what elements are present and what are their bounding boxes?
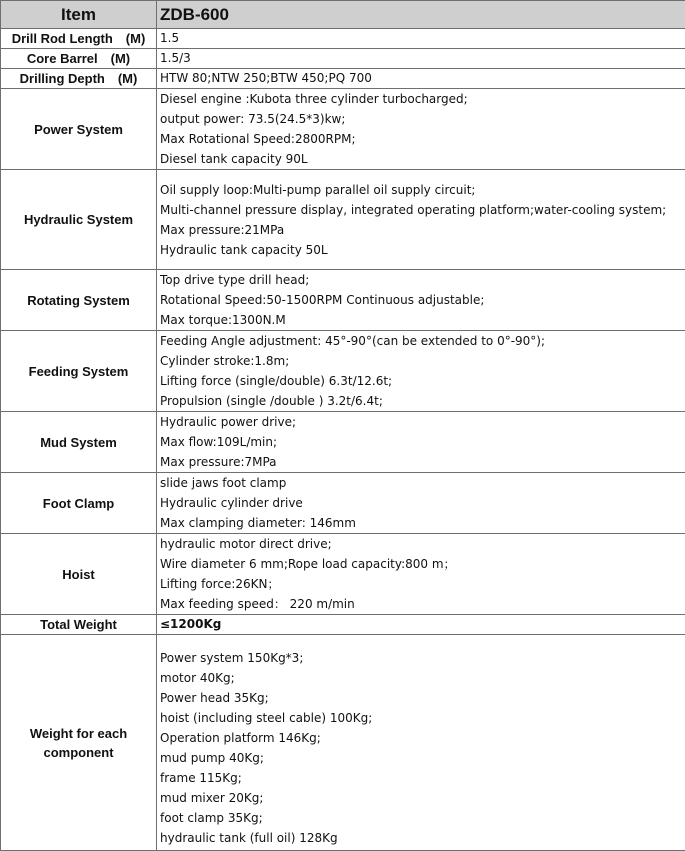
row-drill-rod-length bbox=[1, 29, 685, 49]
header-model: ZDB-600 bbox=[157, 1, 685, 29]
spec-line: Max clamping diameter: 146mm bbox=[160, 513, 685, 533]
value-total-weight: ≤1200Kg bbox=[157, 615, 685, 635]
row-foot-clamp bbox=[1, 473, 685, 534]
label-hoist: Hoist bbox=[1, 534, 157, 615]
spec-line: Hydraulic tank capacity 50L bbox=[160, 240, 685, 260]
value-drilling-depth: HTW 80;NTW 250;BTW 450;PQ 700 bbox=[157, 69, 685, 89]
weight-line: hydraulic tank (full oil) 128Kg bbox=[160, 828, 685, 848]
value-feeding-system bbox=[157, 331, 685, 412]
spec-line: Multi-channel pressure display, integrated operating platform;water-cooling system; bbox=[160, 200, 685, 220]
spec-line: Top drive type drill head; bbox=[160, 270, 685, 290]
spec-line: Max torque:1300N.M bbox=[160, 310, 685, 330]
spec-line: slide jaws foot clamp bbox=[160, 473, 685, 493]
spec-line: Lifting force:26KN； bbox=[160, 574, 685, 594]
spec-line: Cylinder stroke:1.8m; bbox=[160, 351, 685, 371]
spec-line: Lifting force (single/double) 6.3t/12.6t; bbox=[160, 371, 685, 391]
weight-line: frame 115Kg; bbox=[160, 768, 685, 788]
spec-line: output power: 73.5(24.5*3)kw; bbox=[160, 109, 685, 129]
spec-line: Propulsion (single /double ) 3.2t/6.4t; bbox=[160, 391, 685, 411]
row-mud-system bbox=[1, 412, 685, 473]
label-drill-rod-length: Drill Rod Length (M) bbox=[1, 29, 157, 49]
spec-line: Diesel engine :Kubota three cylinder turbocharged; bbox=[160, 89, 685, 109]
spec-line: hydraulic motor direct drive; bbox=[160, 534, 685, 554]
label-component-weights bbox=[1, 635, 157, 851]
label-rotating-system: Rotating System bbox=[1, 270, 157, 331]
label-hydraulic-system: Hydraulic System bbox=[1, 170, 157, 270]
value-power-system bbox=[157, 89, 685, 170]
value-hoist bbox=[157, 534, 685, 615]
weight-line: Power head 35Kg; bbox=[160, 688, 685, 708]
label-total-weight: Total Weight bbox=[1, 615, 157, 635]
spec-line: Max pressure:21MPa bbox=[160, 220, 685, 240]
spec-line: Feeding Angle adjustment: 45°-90°(can be extended to 0°-90°); bbox=[160, 331, 685, 351]
spec-line: Hydraulic cylinder drive bbox=[160, 493, 685, 513]
spec-line: Max flow:109L/min; bbox=[160, 432, 685, 452]
row-component-weights bbox=[1, 635, 685, 851]
row-hydraulic-system bbox=[1, 170, 685, 270]
value-component-weights bbox=[157, 635, 685, 851]
spec-line: Max pressure:7MPa bbox=[160, 452, 685, 472]
label-mud-system: Mud System bbox=[1, 412, 157, 473]
weight-line: foot clamp 35Kg; bbox=[160, 808, 685, 828]
label-drilling-depth: Drilling Depth (M) bbox=[1, 69, 157, 89]
row-power-system bbox=[1, 89, 685, 170]
header-row bbox=[1, 1, 685, 29]
weight-line: Power system 150Kg*3; bbox=[160, 648, 685, 668]
spec-line: Rotational Speed:50-1500RPM Continuous adjustable; bbox=[160, 290, 685, 310]
label-feeding-system: Feeding System bbox=[1, 331, 157, 412]
spacer bbox=[160, 638, 685, 648]
weight-line: motor 40Kg; bbox=[160, 668, 685, 688]
spec-line: Max Rotational Speed:2800RPM; bbox=[160, 129, 685, 149]
row-feeding-system bbox=[1, 331, 685, 412]
row-rotating-system bbox=[1, 270, 685, 331]
header-item: Item bbox=[1, 1, 157, 29]
label-line: component bbox=[1, 743, 156, 762]
spec-line: Wire diameter 6 mm;Rope load capacity:800 m； bbox=[160, 554, 685, 574]
spec-line: Hydraulic power drive; bbox=[160, 412, 685, 432]
value-hydraulic-system bbox=[157, 170, 685, 270]
value-drill-rod-length: 1.5 bbox=[157, 29, 685, 49]
row-total-weight bbox=[1, 615, 685, 635]
label-line: Weight for each bbox=[1, 724, 156, 743]
weight-line: hoist (including steel cable) 100Kg; bbox=[160, 708, 685, 728]
weight-line: Operation platform 146Kg; bbox=[160, 728, 685, 748]
value-foot-clamp bbox=[157, 473, 685, 534]
value-rotating-system bbox=[157, 270, 685, 331]
value-core-barrel: 1.5/3 bbox=[157, 49, 685, 69]
weight-line: mud pump 40Kg; bbox=[160, 748, 685, 768]
label-power-system: Power System bbox=[1, 89, 157, 170]
spec-line: Max feeding speed： 220 m/min bbox=[160, 594, 685, 614]
value-mud-system bbox=[157, 412, 685, 473]
spec-line: Oil supply loop:Multi-pump parallel oil supply circuit; bbox=[160, 180, 685, 200]
label-core-barrel: Core Barrel (M) bbox=[1, 49, 157, 69]
label-foot-clamp: Foot Clamp bbox=[1, 473, 157, 534]
weight-line: mud mixer 20Kg; bbox=[160, 788, 685, 808]
row-hoist bbox=[1, 534, 685, 615]
spec-line: Diesel tank capacity 90L bbox=[160, 149, 685, 169]
row-core-barrel bbox=[1, 49, 685, 69]
row-drilling-depth bbox=[1, 69, 685, 89]
